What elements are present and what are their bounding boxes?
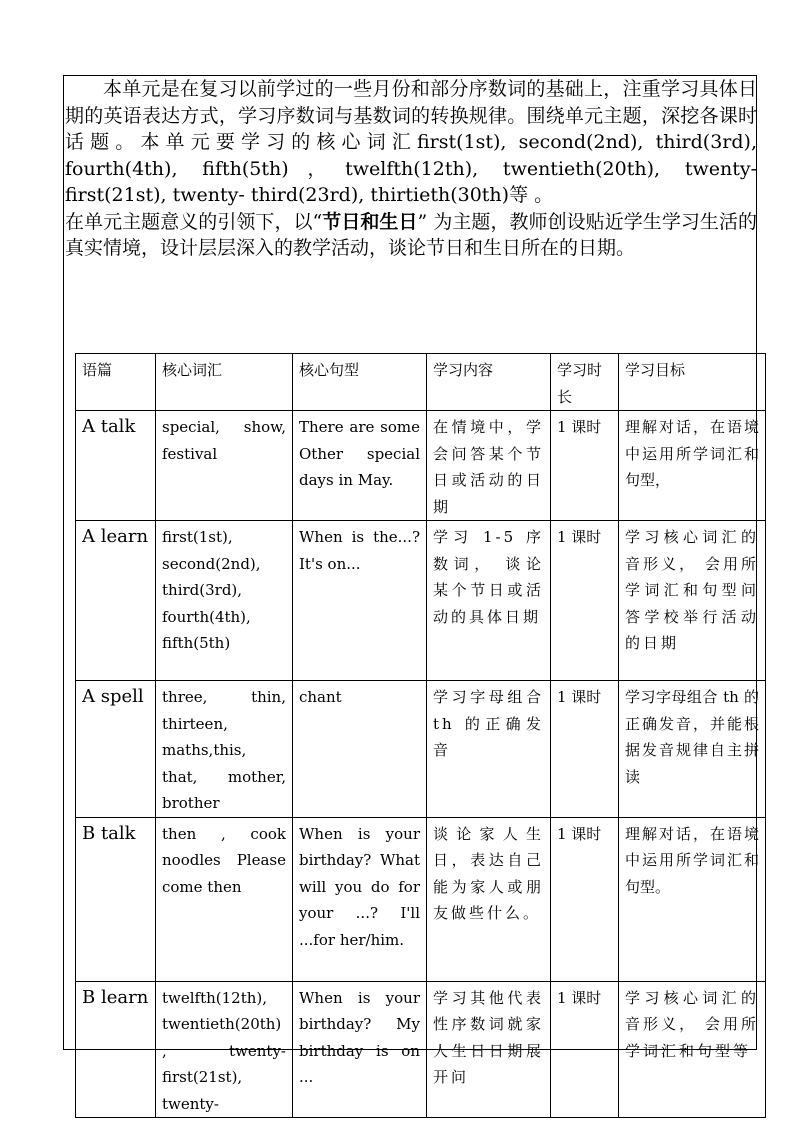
- intro-paragraph-2-tail: ” 为主题，教师创设贴近学生学习生活的真实情境，设计层层深入的教学活动，谈论节日和生日所在的日期。: [65, 210, 757, 259]
- goal-cell: 学习核心词汇的音形义， 会用所学词汇和句型问答学校举行活动的日期: [619, 521, 766, 681]
- table-row: [76, 981, 766, 1118]
- content-cell: 学习其他代表性序数词就家人生日日期展开问: [427, 981, 551, 1118]
- goal-cell: 理解对话，在语境中运用所学词汇和句型，: [619, 411, 766, 521]
- unit-cell: A learn: [76, 521, 156, 681]
- header-cell: 语篇: [76, 354, 156, 411]
- vocab-cell: special, show, festival: [156, 411, 293, 521]
- pattern-cell: When is your birthday? My birthday is on ...: [293, 981, 427, 1118]
- content-cell: 学习字母组合th 的正确发音: [427, 681, 551, 818]
- unit-cell: B learn: [76, 981, 156, 1118]
- intro-text: [65, 76, 757, 262]
- intro-paragraph-2-lead: 在单元主题意义的引领下，以“: [65, 210, 323, 233]
- goal-cell: 学习核心词汇的音形义， 会用所学词汇和句型等: [619, 981, 766, 1118]
- content-cell: 学习 1-5 序数词， 谈论某个节日或活动的具体日期: [427, 521, 551, 681]
- unit-cell: A spell: [76, 681, 156, 818]
- header-cell: 学习目标: [619, 354, 766, 411]
- table-row: [76, 521, 766, 681]
- content-cell: 谈论家人生日，表达自己能为家人或朋友做些什么。: [427, 817, 551, 981]
- time-cell: 1 课时: [551, 521, 619, 681]
- vocab-cell: three, thin, thirteen, maths,this, that, mother, brother: [156, 681, 293, 818]
- table-row: [76, 411, 766, 521]
- lesson-table: [75, 353, 766, 1118]
- intro-theme: 节日和生日: [322, 210, 418, 233]
- header-cell: 核心句型: [293, 354, 427, 411]
- pattern-cell: When is the...? It's on...: [293, 521, 427, 681]
- table-row: [76, 681, 766, 818]
- goal-cell: 学习字母组合 th 的正确发音，并能根据发音规律自主拼读: [619, 681, 766, 818]
- time-cell: 1 课时: [551, 681, 619, 818]
- pattern-cell: chant: [293, 681, 427, 818]
- pattern-cell: There are some Other special days in May.: [293, 411, 427, 521]
- pattern-cell: When is your birthday? What will you do for your ...? I'll ...for her/him.: [293, 817, 427, 981]
- time-cell: 1 课时: [551, 817, 619, 981]
- vocab-cell: then , cook noodles Please come then: [156, 817, 293, 981]
- table-row: [76, 817, 766, 981]
- header-cell: 核心词汇: [156, 354, 293, 411]
- intro-paragraph-2: [65, 209, 757, 262]
- unit-cell: A talk: [76, 411, 156, 521]
- vocab-cell: first(1st), second(2nd), third(3rd), fourth(4th), fifth(5th): [156, 521, 293, 681]
- goal-cell: 理解对话，在语境中运用所学词汇和句型。: [619, 817, 766, 981]
- content-cell: 在情境中，学会问答某个节日或活动的日期: [427, 411, 551, 521]
- time-cell: 1 课时: [551, 981, 619, 1118]
- time-cell: 1 课时: [551, 411, 619, 521]
- header-cell: 学习时长: [551, 354, 619, 411]
- vocab-cell: twelfth(12th), twentieth(20th), twenty-first(21st), twenty-: [156, 981, 293, 1118]
- unit-cell: B talk: [76, 817, 156, 981]
- header-cell: 学习内容: [427, 354, 551, 411]
- table-header-row: [76, 354, 766, 411]
- intro-paragraph-1: 本单元是在复习以前学过的一些月份和部分序数词的基础上，注重学习具体日期的英语表达方式，学习序数词与基数词的转换规律。围绕单元主题，深挖各课时话题。本单元要学习的核心词汇first(1st), second(2nd), third(3rd), fourth(4th), fifth(5th)，twelfth(12th), twentieth(20th), twenty-first(21st), twenty- third(23rd), thirtieth(30th)等 。: [65, 78, 757, 206]
